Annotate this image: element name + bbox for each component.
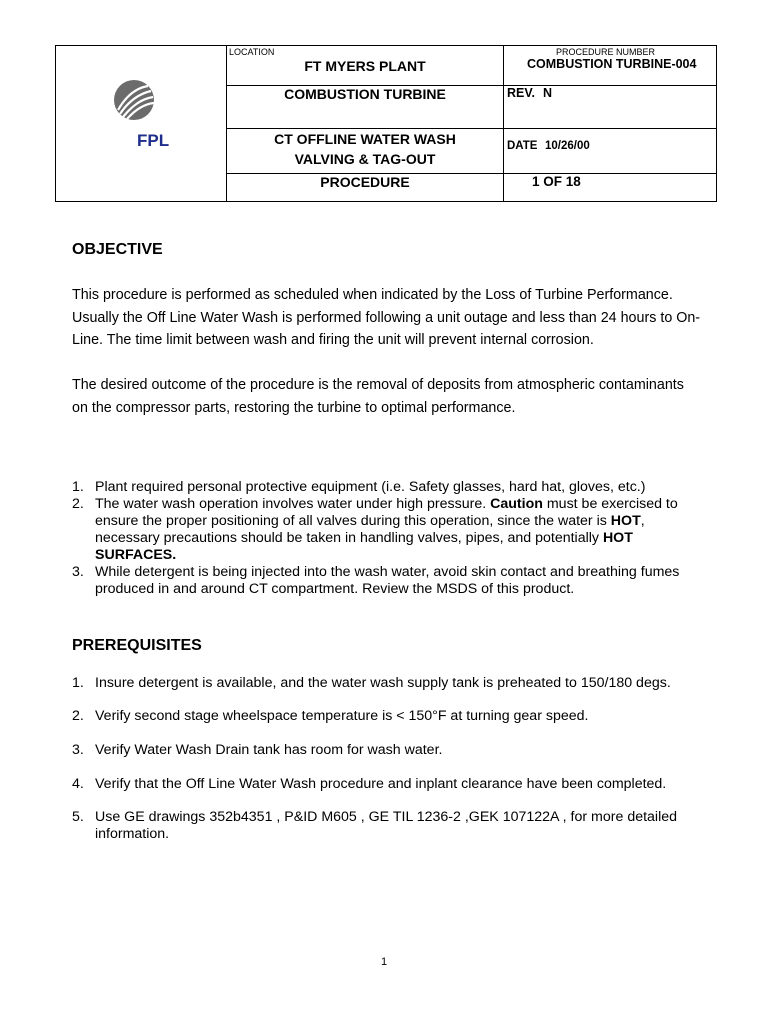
list-item-text: Use GE drawings 352b4351 , P&ID M605 , GE TIL 1236-2 ,GEK 107122A , for more detailed information. xyxy=(95,809,678,842)
list-item: 2. The water wash operation involves water under high pressure. Caution must be exercised to ensure the proper positioning of all valves during this operation, since the water is HOT, necessary precautions should be taken in handling valves, pipes, and potentially HOT SURFACES. xyxy=(72,496,678,563)
list-item-text: While detergent is being injected into the wash water, avoid skin contact and breathing fumes produced in and around CT compartment. Review the MSDS of this product. xyxy=(95,564,680,597)
safety-list xyxy=(72,479,702,598)
svg-text:FPL: FPL xyxy=(137,131,170,150)
hot-surfaces-emphasis: HOT SURFACES. xyxy=(95,530,633,563)
objective-heading: OBJECTIVE xyxy=(72,241,163,258)
list-item: 4. Verify that the Off Line Water Wash procedure and inplant clearance have been completed. xyxy=(72,776,667,792)
rev-label: REV. xyxy=(507,86,536,100)
procedure-title-line2: VALVING & TAG-OUT xyxy=(294,151,436,167)
procedure-number-value: COMBUSTION TURBINE-004 xyxy=(527,57,697,71)
list-item-text: Verify second stage wheelspace temperature is < 150°F at turning gear speed. xyxy=(95,708,589,724)
rev-value: N xyxy=(543,86,553,100)
location-value: FT MYERS PLANT xyxy=(304,58,426,74)
document-type: PROCEDURE xyxy=(320,174,410,190)
list-item: 3. While detergent is being injected into the wash water, avoid skin contact and breathing fumes produced in and around CT compartment. Review the MSDS of this product. xyxy=(72,564,680,597)
list-item: 3. Verify Water Wash Drain tank has room for wash water. xyxy=(72,742,443,758)
list-item-text: Verify that the Off Line Water Wash procedure and inplant clearance have been completed. xyxy=(95,776,667,792)
prerequisites-heading: PREREQUISITES xyxy=(72,637,202,654)
caution-emphasis: Caution xyxy=(490,496,543,512)
unit-name: COMBUSTION TURBINE xyxy=(284,86,446,102)
fpl-logo xyxy=(108,76,174,152)
date-value: 10/26/00 xyxy=(545,140,590,152)
list-item: 5. Use GE drawings 352b4351 , P&ID M605 , GE TIL 1236-2 ,GEK 107122A , for more detailed information. xyxy=(72,809,678,842)
list-item: 1. Plant required personal protective equipment (i.e. Safety glasses, hard hat, gloves, etc.) xyxy=(72,479,646,495)
list-item-text: The water wash operation involves water under high pressure. xyxy=(95,496,491,512)
page-number: 1 xyxy=(380,956,388,968)
procedure-title-line1: CT OFFLINE WATER WASH xyxy=(274,131,456,147)
header-divider xyxy=(503,46,504,201)
prerequisites-list xyxy=(72,675,702,843)
list-item-text: Plant required personal protective equipment (i.e. Safety glasses, hard hat, gloves, etc.) xyxy=(95,479,646,495)
date-label: DATE xyxy=(507,140,538,152)
page-indicator: 1 OF 18 xyxy=(532,174,581,189)
list-item-text: Insure detergent is available, and the water wash supply tank is preheated to 150/180 degs. xyxy=(95,675,671,691)
document-header xyxy=(55,45,717,202)
objective-paragraph-1: This procedure is performed as scheduled when indicated by the Loss of Turbine Performance. Usually the Off Line Water Wash is performed following a unit outage and less than 24 hours to On-Line. The time limit between wash and firing the unit will prevent internal corrosion. xyxy=(72,287,701,348)
procedure-number-label: PROCEDURE NUMBER xyxy=(556,47,656,57)
list-item: 2. Verify second stage wheelspace temperature is < 150°F at turning gear speed. xyxy=(72,708,589,724)
hot-emphasis: HOT xyxy=(610,513,641,529)
location-label: LOCATION xyxy=(229,47,275,57)
list-item-text: Verify Water Wash Drain tank has room for wash water. xyxy=(95,742,443,758)
list-item: 1. Insure detergent is available, and the water wash supply tank is preheated to 150/180 degs. xyxy=(72,675,671,691)
objective-paragraph-2: The desired outcome of the procedure is the removal of deposits from atmospheric contaminants on the compressor parts, restoring the turbine to optimal performance. xyxy=(72,377,684,416)
